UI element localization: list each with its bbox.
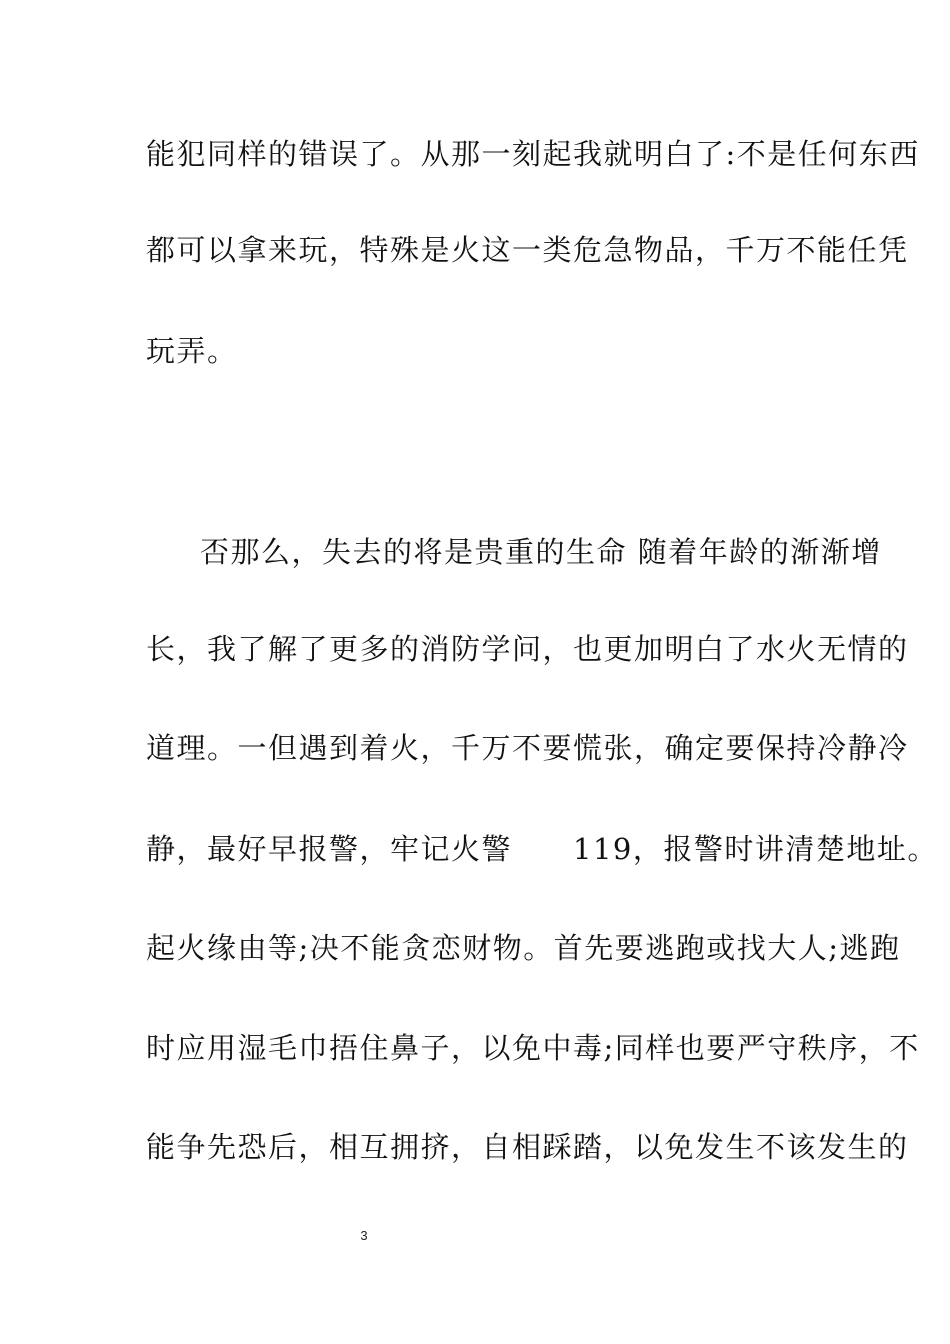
paragraph-2-line-3: 道理。一但遇到着火，千万不要慌张，确定要保持冷静冷 [146,731,909,765]
paragraph-2-line-2: 长，我了解了更多的消防学问，也更加明白了水火无情的 [146,632,909,666]
paragraph-2-line-1: 否那么，失去的将是贵重的生命 随着年龄的渐渐增 [200,535,882,569]
paragraph-1-line-3: 玩弄。 [146,334,238,368]
paragraph-2-line-6: 时应用湿毛巾捂住鼻子，以免中毒;同样也要严守秩序，不 [146,1031,920,1065]
paragraph-2-line-7: 能争先恐后，相互拥挤，自相踩踏，以免发生不该发生的 [146,1130,909,1164]
paragraph-2-line-5: 起火缘由等;决不能贪恋财物。首先要逃跑或找大人;逃跑 [146,931,901,965]
paragraph-2-line-4: 静，最好早报警，牢记火警 119，报警时讲清楚地址。 [146,832,938,866]
paragraph-1-line-2: 都可以拿来玩，特殊是火这一类危急物品，千万不能任凭 [146,233,909,267]
page-number: 3 [360,1228,368,1243]
paragraph-1-line-1: 能犯同样的错误了。从那一刻起我就明白了:不是任何东西 [146,137,920,171]
